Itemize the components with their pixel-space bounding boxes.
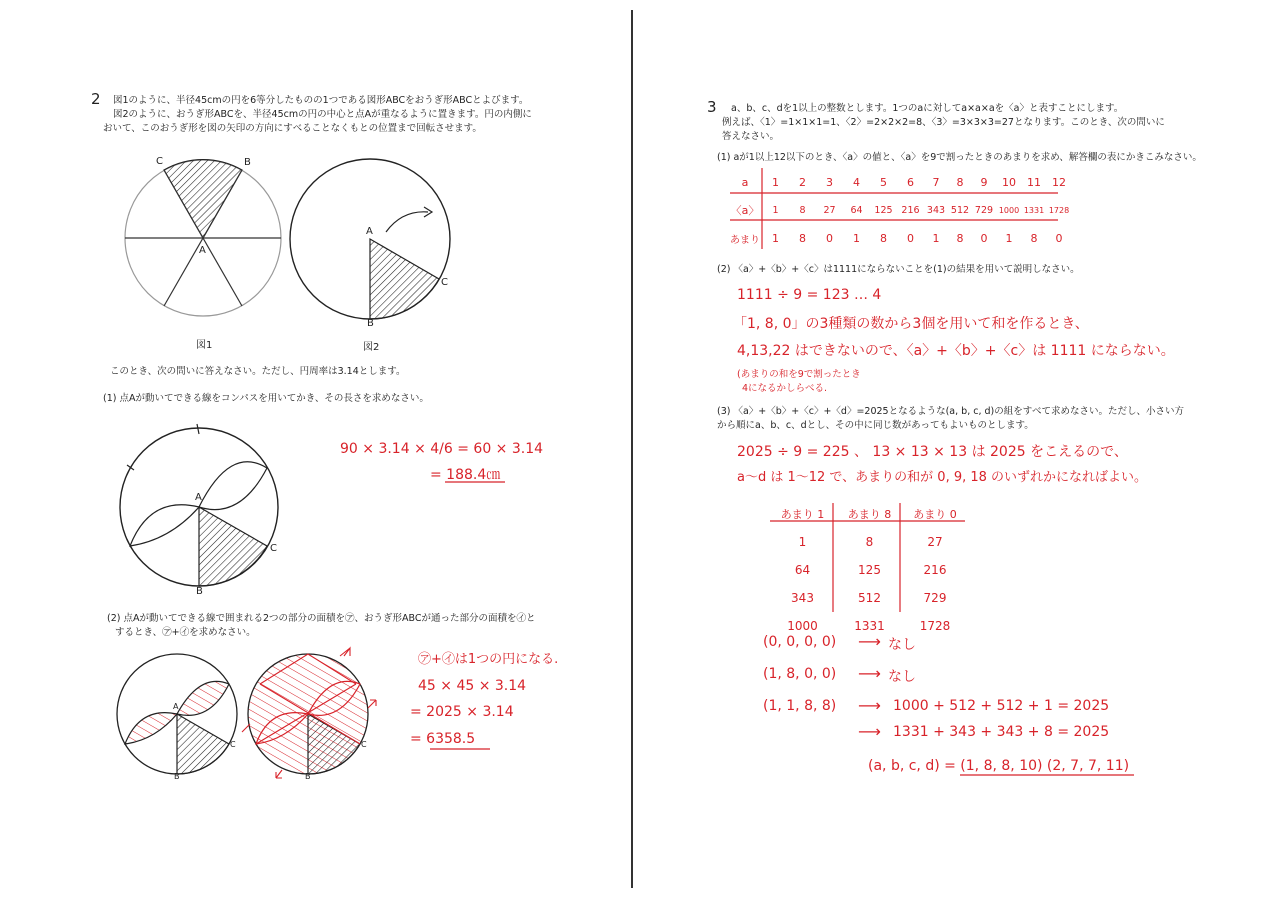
cell: 8 — [865, 535, 874, 549]
cell: 12 — [1052, 175, 1066, 189]
cell: 125 — [874, 204, 893, 216]
cell: 512 — [950, 204, 970, 216]
cell: 27 — [927, 535, 943, 549]
answer2-line2: = 2025 × 3.14 — [410, 704, 514, 720]
header-rem8: あまり 8 — [847, 508, 892, 521]
cell: 0 — [980, 231, 988, 245]
case3-combo: (1, 1, 8, 8) — [763, 698, 837, 714]
cell: 1000 — [998, 205, 1020, 215]
ans2a-label-a: A — [173, 702, 179, 711]
table-row — [770, 528, 966, 556]
table-row — [770, 584, 966, 612]
case2-result: なし — [888, 669, 916, 685]
cell: 3 — [826, 175, 833, 189]
answer3-2-note1: (あまりの和を9で割ったとき — [737, 369, 861, 380]
header-rem0: あまり 0 — [913, 508, 957, 521]
cell: 1 — [1005, 231, 1013, 245]
cell: 7 — [932, 175, 940, 189]
cell: 2 — [799, 175, 806, 189]
cell: 11 — [1027, 175, 1041, 189]
cell: 8 — [880, 231, 887, 245]
answer3-2-note2: 4になるかしらべる. — [742, 383, 828, 394]
ans2b-label-b: B — [305, 772, 311, 781]
ans1-label-b: B — [196, 586, 203, 597]
answer3-3-line2: a〜d は 1〜12 で、あまりの和が 0, 9, 18 のいずれかになればよい。 — [737, 470, 1148, 485]
question-2-number: 2 — [91, 90, 101, 108]
answer3-3-line1: 2025 ÷ 9 = 225 、 13 × 13 × 13 は 2025 をこえるので、 — [737, 444, 1128, 460]
ans1-label-c: C — [270, 543, 277, 554]
q2-intro-line-1: 図1のように、半径45cmの円を6等分したものの1つである図形ABCをおうぎ形ABCとよびます。 — [113, 95, 529, 106]
cell: 0 — [907, 231, 914, 245]
fig2-label-c: C — [441, 277, 448, 288]
remainder-table — [770, 500, 966, 640]
cell: 8 — [956, 175, 964, 189]
row-header-rem: あまり — [730, 234, 760, 246]
q3-sub3-line1: (3) 〈a〉+〈b〉+〈c〉+〈d〉=2025となるような(a, b, c, d)の組をすべて求めなさい。ただし、小さい方 — [717, 406, 1185, 417]
q2-intro-line-3: おいて、このおうぎ形を図の矢印の方向にすべることなくもとの位置まで回転させます。 — [103, 123, 482, 134]
cell: 1728 — [1048, 205, 1070, 215]
ans2a-label-c: C — [230, 740, 236, 749]
cell: 64 — [850, 204, 863, 216]
cell: 8 — [799, 231, 806, 245]
cell: 1728 — [919, 619, 951, 633]
answer3-2-line2: 「1, 8, 0」の3種類の数から3個を用いて和を作るとき、 — [733, 316, 1089, 332]
fig2-caption: 図2 — [363, 342, 380, 353]
cell: 8 — [1030, 231, 1038, 245]
answer2-line1: 45 × 45 × 3.14 — [418, 678, 527, 694]
cell: 216 — [923, 563, 947, 577]
cell: 1 — [772, 231, 779, 245]
case1-arrow: ⟶ — [858, 632, 881, 651]
cell: 125 — [858, 563, 881, 577]
q2-sub1: (1) 点Aが動いてできる線をコンパスを用いてかき、その長さを求めなさい。 — [103, 393, 429, 404]
row-header-a: a — [741, 175, 749, 189]
answer2-note: ㋐+㋑は1つの円になる. — [418, 652, 559, 667]
cell: 0 — [826, 231, 833, 245]
cell: 343 — [926, 204, 946, 216]
answer1-line2: = 188.4㎝ — [430, 467, 501, 483]
fig1-caption: 図1 — [196, 340, 213, 351]
cell: 9 — [980, 175, 988, 189]
case1-combo: (0, 0, 0, 0) — [763, 634, 837, 650]
ans2b-label-c: C — [361, 740, 367, 749]
cell: 343 — [791, 591, 814, 605]
fig1-label-a: A — [199, 245, 206, 256]
q3-sub1: (1) aが1以上12以下のとき、〈a〉の値と、〈a〉を9で割ったときのあまりを求め、解答欄の表にかきこみなさい。 — [717, 152, 1202, 163]
answer1-line1: 90 × 3.14 × 4/6 = 60 × 3.14 — [340, 441, 544, 457]
fig1-label-b: B — [244, 157, 251, 168]
case3-result: 1000 + 512 + 512 + 1 = 2025 — [893, 698, 1110, 714]
q3-intro-line-2: 例えば、〈1〉=1×1×1=1、〈2〉=2×2×2=8、〈3〉=3×3×3=27となります。このとき、次の問いに — [722, 117, 1165, 128]
table-row — [770, 556, 966, 584]
cell: 8 — [956, 231, 964, 245]
ans1-label-a: A — [195, 492, 202, 503]
q3-intro-line-1: a、b、c、dを1以上の整数とします。1つのaに対してa×a×aを〈a〉と表すことにします。 — [731, 103, 1124, 114]
cell: 64 — [794, 563, 811, 577]
header-rem1: あまり 1 — [780, 508, 825, 521]
cell: 1 — [932, 231, 940, 245]
q3-sub3-line2: から順にa、b、c、dとし、その中に同じ数があってもよいものとします。 — [717, 420, 1034, 431]
q2-sub2-line1: (2) 点Aが動いてできる線で囲まれる2つの部分の面積を㋐、おうぎ形ABCが通った部分の面積を㋑と — [107, 613, 536, 624]
q2-sub2-line2: するとき、㋐+㋑を求めなさい。 — [115, 627, 256, 638]
cell: 729 — [974, 204, 994, 216]
case4-result: 1331 + 343 + 343 + 8 = 2025 — [893, 724, 1110, 740]
cell: 1 — [798, 535, 807, 549]
final-answer: (a, b, c, d) = (1, 8, 8, 10) (2, 7, 7, 11) — [868, 758, 1130, 774]
case1-result: なし — [888, 637, 916, 653]
cell: 8 — [799, 204, 806, 216]
fig2-label-b: B — [367, 318, 374, 329]
row-header-cube: 〈a〉 — [730, 204, 760, 217]
case2-arrow: ⟶ — [858, 664, 881, 683]
q3-intro-line-3: 答えなさい。 — [722, 131, 780, 142]
cell: 1331 — [1023, 205, 1045, 215]
question-3-number: 3 — [707, 98, 717, 116]
ans2a-label-b: B — [174, 772, 180, 781]
answer3-2-line3: 4,13,22 はできないので、〈a〉+〈b〉+〈c〉は 1111 にならない。 — [737, 343, 1175, 359]
cell: 6 — [907, 175, 914, 189]
cell: 1 — [772, 204, 779, 216]
answer3-2-line1: 1111 ÷ 9 = 123 … 4 — [737, 287, 882, 303]
cell: 0 — [1055, 231, 1063, 245]
q2-intro-line-2: 図2のように、おうぎ形ABCを、半径45cmの円の中心と点Aが重なるように置きます。円の内側に — [113, 109, 532, 120]
case3-arrow: ⟶ — [858, 696, 881, 715]
table-row — [770, 500, 966, 528]
fig1-label-c: C — [156, 156, 163, 167]
cell: 512 — [858, 591, 881, 605]
q3-sub2: (2) 〈a〉+〈b〉+〈c〉は1111にならないことを(1)の結果を用いて説明しなさい。 — [717, 264, 1080, 275]
q2-question-line: このとき、次の問いに答えなさい。ただし、円周率は3.14とします。 — [110, 366, 406, 377]
cell: 1000 — [787, 619, 818, 633]
case4-arrow: ⟶ — [858, 722, 881, 741]
cell: 4 — [853, 175, 860, 189]
cell: 1 — [853, 231, 860, 245]
cell: 1 — [772, 175, 779, 189]
cell: 27 — [823, 204, 836, 216]
cell: 10 — [1002, 175, 1016, 189]
fig2-label-a: A — [366, 226, 373, 237]
case2-combo: (1, 8, 0, 0) — [763, 666, 837, 682]
answer2-line3: = 6358.5 — [410, 731, 476, 747]
cell: 1331 — [854, 619, 885, 633]
cell: 216 — [901, 204, 920, 216]
cell: 729 — [923, 591, 947, 605]
cell: 5 — [880, 175, 887, 189]
